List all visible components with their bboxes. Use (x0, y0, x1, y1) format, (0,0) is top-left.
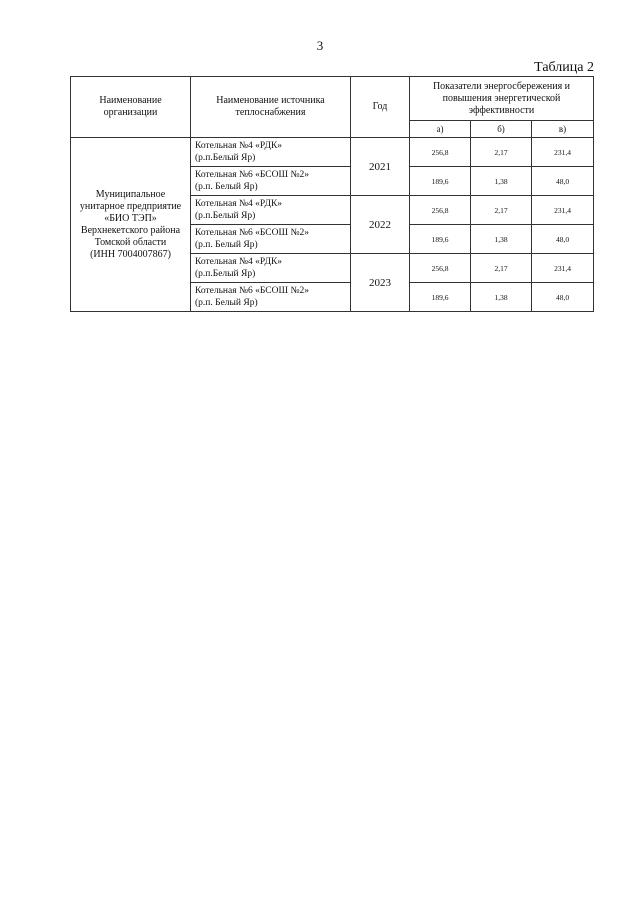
value-a: 256,8 (410, 254, 471, 283)
heat-source-name: Котельная №6 «БСОШ №2» (195, 228, 310, 238)
value-a: 189,6 (410, 225, 471, 254)
page-number: 3 (316, 38, 324, 53)
value-c: 48,0 (532, 225, 594, 254)
value-a: 189,6 (410, 283, 471, 312)
header-sub-b: б) (471, 121, 532, 138)
heat-source-name: Котельная №4 «РДК» (195, 257, 283, 267)
heat-source-cell (191, 167, 351, 196)
heat-source-location: (р.п. Белый Яр) (195, 240, 258, 250)
value-b: 1,38 (471, 225, 532, 254)
header-year: Год (351, 77, 410, 138)
header-sub-c: в) (532, 121, 594, 138)
heat-source-location: (р.п. Белый Яр) (195, 182, 258, 192)
year-cell: 2022 (351, 196, 410, 254)
year-cell: 2023 (351, 254, 410, 312)
value-c: 231,4 (532, 196, 594, 225)
header-sub-a: а) (410, 121, 471, 138)
heat-source-location: (р.п.Белый Яр) (195, 153, 256, 163)
year-cell: 2021 (351, 138, 410, 196)
heat-source-location: (р.п. Белый Яр) (195, 298, 258, 308)
value-a: 189,6 (410, 167, 471, 196)
value-a: 256,8 (410, 138, 471, 167)
heat-source-name: Котельная №4 «РДК» (195, 141, 283, 151)
table-caption: Таблица 2 (534, 60, 594, 75)
heat-source-name: Котельная №6 «БСОШ №2» (195, 170, 310, 180)
value-c: 231,4 (532, 254, 594, 283)
organization-cell (71, 138, 191, 312)
heat-source-cell (191, 283, 351, 312)
value-b: 2,17 (471, 138, 532, 167)
value-b: 1,38 (471, 167, 532, 196)
organization-inn: (ИНН 7004007867) (90, 248, 171, 260)
energy-indicators-table (70, 76, 594, 312)
value-b: 2,17 (471, 196, 532, 225)
value-a: 256,8 (410, 196, 471, 225)
header-organization: Наименование организации (71, 77, 191, 138)
heat-source-location: (р.п.Белый Яр) (195, 211, 256, 221)
header-indicators: Показатели энергосбережения и повышения энергетической эффективности (410, 77, 594, 121)
heat-source-name: Котельная №4 «РДК» (195, 199, 283, 209)
heat-source-cell (191, 254, 351, 283)
table-row (71, 138, 594, 167)
heat-source-name: Котельная №6 «БСОШ №2» (195, 286, 310, 296)
value-b: 1,38 (471, 283, 532, 312)
value-c: 48,0 (532, 167, 594, 196)
organization-name: Муниципальное унитарное предприятие «БИО ТЭП» Верхнекетского района Томской области (79, 188, 182, 248)
heat-source-cell (191, 196, 351, 225)
header-heat-source: Наименование источника теплоснабжения (191, 77, 351, 138)
value-c: 231,4 (532, 138, 594, 167)
value-c: 48,0 (532, 283, 594, 312)
heat-source-location: (р.п.Белый Яр) (195, 269, 256, 279)
value-b: 2,17 (471, 254, 532, 283)
heat-source-cell (191, 225, 351, 254)
heat-source-cell (191, 138, 351, 167)
